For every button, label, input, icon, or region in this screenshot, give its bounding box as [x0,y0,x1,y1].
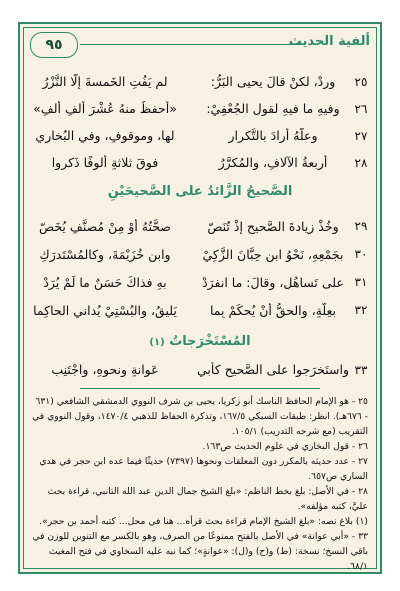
verse-left-hemistich: لم يَفُتِ الخَمسةَ إلَّا النَّزْرُ [42,74,168,89]
footnote: ٢٨ - في الأصل: بلغ بخط الناظم: «بلغ الشيخ جمال الدين عبد الله التانبي، قراءة بحث عليَّ، كتبه مؤلفه». [47,486,368,512]
footnote-marker: (١) [149,337,165,348]
header-rule [80,44,300,45]
footnotes [32,394,368,574]
verse-number: ٣٠ [354,247,368,261]
footnote: (١) بلاغ نصه: «بلغ الشيخ الإمام قراءة بحث قرأه... هنا في محل... كتبه أحمد بن حجر». [39,516,368,527]
verse-26 [28,95,372,122]
section-title-extra-sahih: الصَّحيحُ الزَّائدُ على الصَّحيحَيْنِ [107,184,293,199]
page-number: ٩٥ [30,32,78,58]
verse-33 [28,356,372,383]
verse-right-hemistich: وخُذْ زيادةَ الصَّحيحِ إذْ تُنَصّ [207,218,339,234]
notes-divider [80,388,320,389]
verse-left-hemistich: بهِ فذاكَ حَسَنٌ ما لَمْ يُرَدْ [43,274,167,290]
verse-number: ٢٩ [354,219,368,233]
verse-25 [28,68,372,95]
verse-left-hemistich: عَوانةٍ ونحوِهِ، واجْتَنِبِ [51,362,159,377]
verse-left-hemistich: فوقَ ثلاثةٍ أُلوفًا ذَكروا [51,155,159,170]
verses-top [28,68,372,176]
footnote: ٣٣ - «أبي عوانة» في الأصل بالفتح ممنوعًا من الصرف، وهو بالكسر مع التنوين للوزن في باقي النسخ؛ نسخة: (ط) و(ح) و(ل): «عوانةٍ»؛ كما نبه عليه السخاوي في فتح المغيث ٦٨/١. [32,531,368,572]
verse-30 [28,240,372,268]
verse-right-hemistich: على تَساهُلٍ، وقالَ: ما انفرَدْ [202,274,344,290]
footnote: ٢٥ - هو الإمام الحافظ الناسك أبو زكريا، يحيى بن شرف النووي الدمشقي الشافعي (٦٣١ - ٦٧٦هـ). انظر: طبقات السبكي ١٦٧/٥، وتذكرة الحفاظ للذهبي ١٤٧٠/٤، وقول النووي في التقريب (مع شرحه التدريب) ١٠٥/١. [32,396,368,437]
footnote: ٢٦ - قول البخاري في علوم الحديث ص١٦٣. [202,441,368,452]
verse-right-hemistich: وردْ، لكنْ قالَ يحيى البَرُّ: [210,74,336,89]
footnote: ٢٧ - عدد حديثه بالمكرر دون المعلقات ونحوها (٧٣٩٧) حديثًا فيما عده ابن حجر في هدي الساري ص٦٥٧. [39,456,368,482]
verse-left-hemistich: وابنِ خُزَيْمَةَ، وكالمُسْتَدرَكِ [39,246,171,262]
section-title-text: المُسْتَخْرَجاتُ [169,334,251,349]
verse-29 [28,212,372,240]
book-title: ألفية الحديث [288,34,370,49]
verses-mid [28,212,372,324]
verse-31 [28,268,372,296]
verse-number: ٢٥ [354,74,368,89]
page-header [30,30,370,60]
verse-right-hemistich: بجَمْعِهِ، نَحْوُ ابنِ حِبَّانَ الزَّكِيْ [202,246,344,262]
verse-right-hemistich: أربعةُ الآلافِ، والمُكرَّرُ [218,155,328,170]
verse-number: ٣٢ [354,303,368,317]
verse-32 [28,296,372,324]
verse-27 [28,122,372,149]
verse-number: ٢٨ [354,155,368,170]
verse-left-hemistich: لها، وموقوفٍ، وفي البُخاري [35,128,175,143]
verse-right-hemistich: بعِلَّةٍ، والحقُّ أنْ يُحكَمْ بِما [209,302,337,318]
verse-number: ٣١ [354,275,368,289]
verse-left-hemistich: «أَحفظُ منهُ عُشْرَ ألفِ ألفِ» [33,101,177,116]
verse-left-hemistich: يَليقُ، والبُسْتِيْ يُداني الحاكِما [33,302,177,318]
verse-right-hemistich: وعلَّهُ أرادَ بالتَّكرارِ [228,128,318,143]
verse-number: ٣٣ [354,362,368,377]
verse-right-hemistich: واستَخرَجوا على الصَّحيحِ كأبي [196,362,349,377]
verse-number: ٢٧ [354,128,368,143]
section-title-mustakhrajat [20,334,380,349]
verse-left-hemistich: صحَّتُهُ أوْ مِنْ مُصنَّفٍ يُخَصّ [39,218,171,234]
verses-bottom [28,356,372,383]
page-frame [18,22,382,574]
verse-28 [28,149,372,176]
verse-number: ٢٦ [354,101,368,116]
verse-right-hemistich: وفيهِ ما فيهِ لقولِ الجُعْفِيْ: [206,101,340,116]
